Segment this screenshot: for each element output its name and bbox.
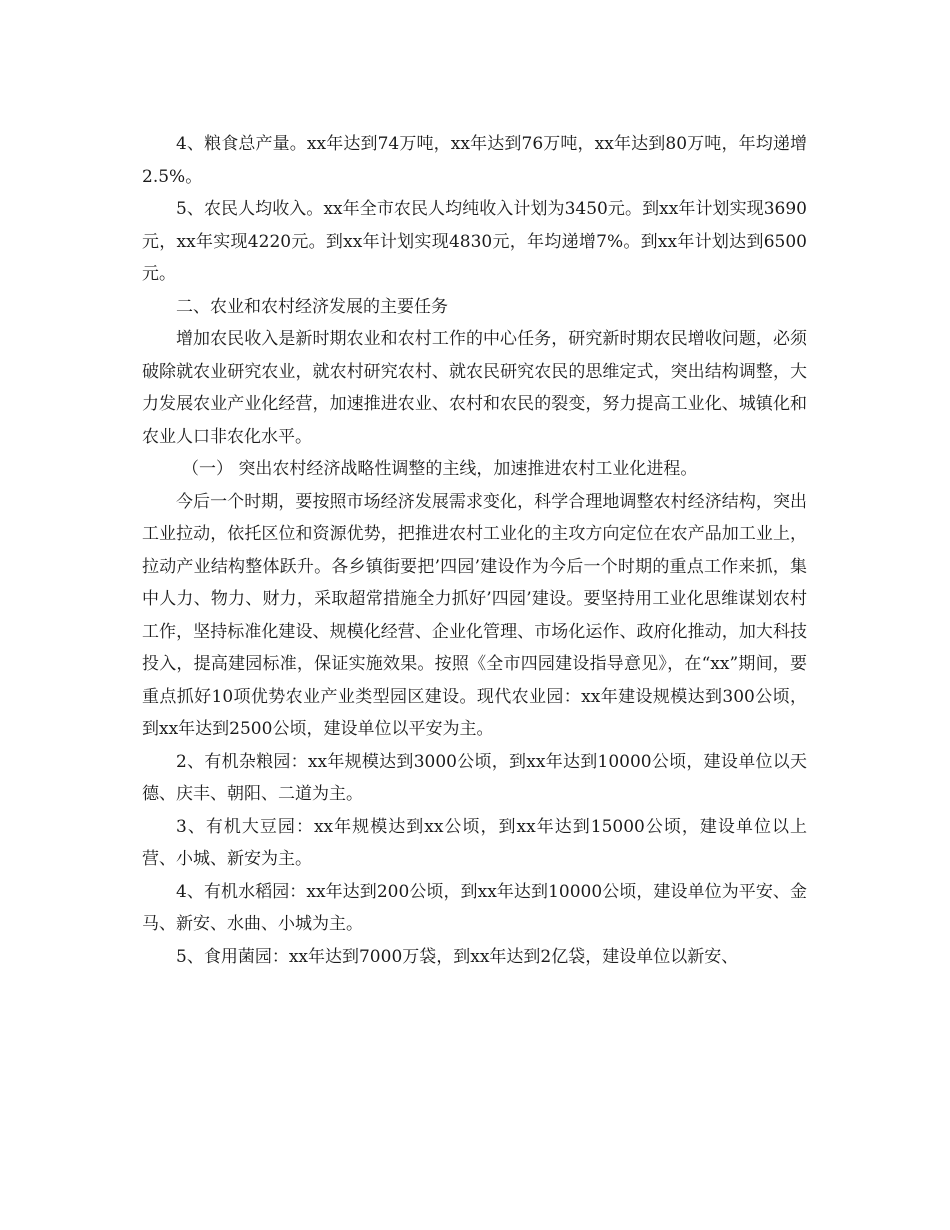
paragraph-grain-output: 4、粮食总产量。xx年达到74万吨，xx年达到76万吨，xx年达到80万吨，年均递增2.5%。: [142, 134, 807, 187]
subsection-heading-one: （一） 突出农村经济战略性调整的主线，加速推进农村工业化进程。: [182, 459, 698, 479]
paragraph-soybean-park: 3、有机大豆园：xx年规模达到xx公顷，到xx年达到15000公顷，建设单位以上营、小城、新安为主。: [142, 816, 807, 869]
paragraph-farmer-income: 5、农民人均收入。xx年全市农民人均纯收入计划为3450元。到xx年计划实现3690元，xx年实现4220元。到xx年计划实现4830元，年均递增7%。到xx年计划达到6500元。: [142, 199, 807, 284]
paragraph-mushroom-park: 5、食用菌园：xx年达到7000万袋，到xx年达到2亿袋，建设单位以新安、: [176, 946, 739, 967]
document-body: [142, 128, 807, 973]
paragraph-four-parks: 今后一个时期，要按照市场经济发展需求变化，科学合理地调整农村经济结构，突出工业拉动，依托区位和资源优势，把推进农村工业化的主攻方向定位在农产品加工业上，拉动产业结构整体跃升。各乡镇街要把’四园’建设作为今后一个时期的重点工作来抓，集中人力、物力、财力，采取超常措施全力抓好’四园’建设。要坚持用工业化思维谋划农村工作，坚持标准化建设、规模化经营、企业化管理、市场化运作、政府化推动，加大科技投入，提高建园标准，保证实施效果。按照《全市四园建设指导意见》，在“xx”期间，要重点抓好10项优势农业产业类型园区建设。现代农业园：xx年建设规模达到300公顷，到xx年达到2500公顷，建设单位以平安为主。: [142, 491, 807, 739]
paragraph-grain-park: 2、有机杂粮园：xx年规模达到3000公顷，到xx年达到10000公顷，建设单位以天德、庆丰、朝阳、二道为主。: [142, 751, 807, 804]
paragraph-rice-park: 4、有机水稻园：xx年达到200公顷，到xx年达到10000公顷，建设单位为平安、金马、新安、水曲、小城为主。: [142, 881, 807, 934]
section-heading-main-tasks: 二、农业和农村经济发展的主要任务: [176, 296, 448, 317]
paragraph-increase-income: 增加农民收入是新时期农业和农村工作的中心任务，研究新时期农民增收问题，必须破除就农业研究农业，就农村研究农村、就农民研究农民的思维定式，突出结构调整，大力发展农业产业化经营，加速推进农业、农村和农民的裂变，努力提高工业化、城镇化和农业人口非农化水平。: [142, 329, 807, 447]
